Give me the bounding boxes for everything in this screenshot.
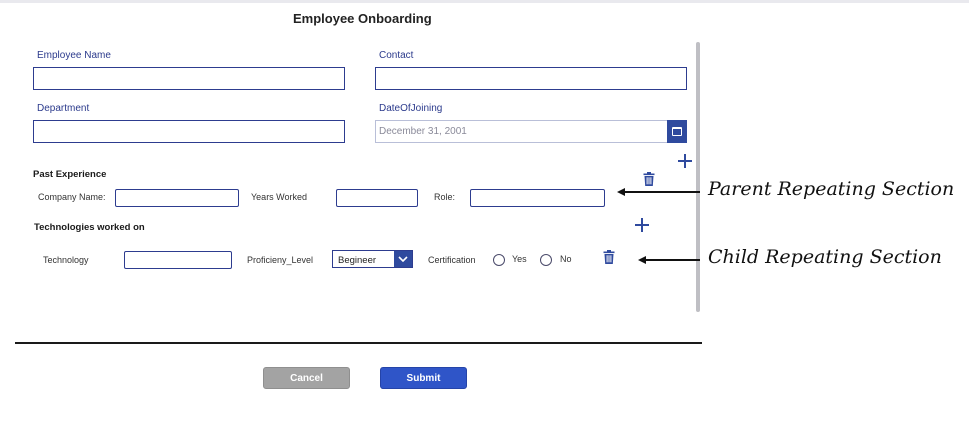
certification-no-label: No — [560, 254, 572, 264]
technologies-title: Technologies worked on — [34, 222, 145, 233]
proficiency-level-value: Begineer — [338, 255, 377, 266]
proficiency-level-dropdown[interactable] — [332, 250, 413, 268]
calendar-icon — [672, 127, 682, 136]
calendar-button[interactable] — [667, 120, 687, 143]
delete-technology-trash-icon[interactable] — [603, 250, 615, 264]
technology-label: Technology — [43, 255, 89, 265]
years-worked-label: Years Worked — [251, 192, 308, 202]
past-experience-title: Past Experience — [33, 169, 107, 180]
form-divider — [15, 342, 702, 344]
contact-input[interactable] — [375, 67, 687, 90]
top-border — [0, 0, 969, 3]
company-name-label: Company Name: — [38, 192, 106, 202]
years-worked-input[interactable] — [336, 189, 418, 207]
date-of-joining-label: DateOfJoining — [379, 103, 443, 114]
certification-yes-radio[interactable] — [493, 254, 505, 266]
technology-input[interactable] — [124, 251, 232, 269]
role-input[interactable] — [470, 189, 605, 207]
cancel-button[interactable]: Cancel — [263, 367, 350, 389]
employee-name-label: Employee Name — [37, 50, 111, 61]
department-label: Department — [37, 103, 90, 114]
child-repeating-section-annotation: Child Repeating Section — [708, 246, 942, 268]
parent-arrow-line — [624, 191, 700, 193]
parent-repeating-section-annotation: Parent Repeating Section — [708, 178, 955, 200]
date-of-joining-picker[interactable] — [375, 120, 687, 143]
employee-name-input[interactable] — [33, 67, 345, 90]
add-experience-plus-icon[interactable] — [678, 154, 692, 168]
role-label: Role: — [434, 192, 456, 202]
contact-label: Contact — [379, 50, 414, 61]
certification-no-radio[interactable] — [540, 254, 552, 266]
child-arrow-line — [645, 259, 700, 261]
date-of-joining-value: December 31, 2001 — [379, 126, 467, 137]
add-technology-plus-icon[interactable] — [635, 218, 649, 232]
department-input[interactable] — [33, 120, 345, 143]
form-title: Employee Onboarding — [293, 11, 432, 26]
certification-label: Certification — [428, 255, 476, 265]
company-name-input[interactable] — [115, 189, 239, 207]
proficiency-level-label: Proficieny_Level — [247, 255, 314, 265]
delete-experience-trash-icon[interactable] — [643, 172, 655, 186]
chevron-down-icon[interactable] — [394, 251, 412, 267]
submit-button[interactable]: Submit — [380, 367, 467, 389]
certification-yes-label: Yes — [512, 254, 527, 264]
vertical-scrollbar[interactable] — [696, 42, 700, 312]
